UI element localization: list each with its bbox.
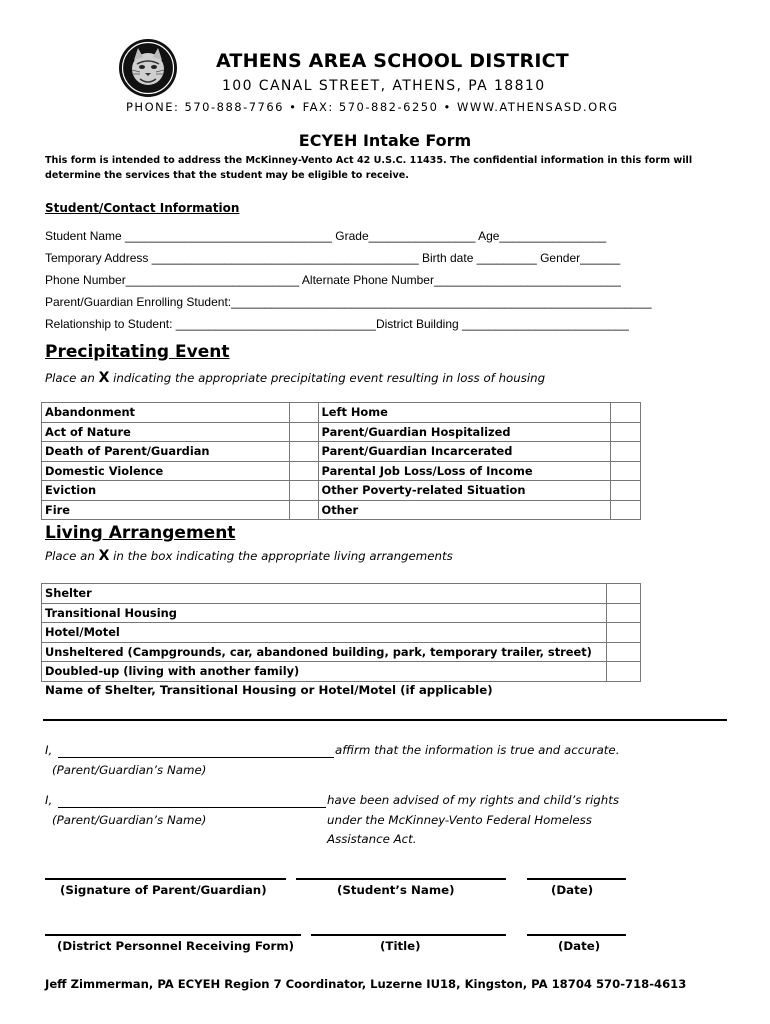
- precipitating-option-label: Act of Nature: [42, 422, 290, 442]
- affirm-sub-1: (Parent/Guardian’s Name): [52, 763, 207, 777]
- relationship-line[interactable]: Relationship to Student: ______________________________District Building _________________________: [45, 317, 629, 331]
- date-line-1[interactable]: [527, 878, 626, 880]
- date-label-2: (Date): [558, 939, 601, 953]
- signature-parent-line[interactable]: [45, 878, 286, 880]
- student-name-line[interactable]: Student Name _______________________________ Grade________________ Age________________: [45, 229, 607, 243]
- living-option-label: Hotel/Motel: [42, 623, 607, 643]
- precipitating-row: [42, 461, 641, 481]
- shelter-name-label: Name of Shelter, Transitional Housing or Hotel/Motel (if applicable): [45, 683, 493, 697]
- precipitating-option-label: Parent/Guardian Incarcerated: [318, 442, 611, 462]
- student-name-label: (Student’s Name): [337, 883, 455, 897]
- living-option-label: Transitional Housing: [42, 603, 607, 623]
- precipitating-checkbox[interactable]: [289, 481, 318, 501]
- precipitating-checkbox[interactable]: [289, 403, 318, 423]
- precipitating-checkbox[interactable]: [611, 481, 641, 501]
- precipitating-checkbox[interactable]: [611, 442, 641, 462]
- district-contact: PHONE: 570-888-7766 • FAX: 570-882-6250 • WWW.ATHENSASD.ORG: [126, 100, 619, 114]
- district-personnel-line[interactable]: [45, 934, 301, 936]
- district-name: ATHENS AREA SCHOOL DISTRICT: [216, 50, 569, 72]
- living-row: [42, 662, 641, 682]
- precipitating-option-label: Other Poverty-related Situation: [318, 481, 611, 501]
- district-address: 100 CANAL STREET, ATHENS, PA 18810: [222, 78, 546, 94]
- form-intro: This form is intended to address the McKinney-Vento Act 42 U.S.C. 11435. The confidential information in this form will determine the services that the student may be eligible to receive.: [45, 155, 693, 181]
- living-checkbox[interactable]: [607, 603, 641, 623]
- wildcat-logo-icon: [118, 38, 178, 98]
- precipitating-row: [42, 403, 641, 423]
- living-table: [41, 583, 641, 682]
- footer-coordinator: Jeff Zimmerman, PA ECYEH Region 7 Coordinator, Luzerne IU18, Kingston, PA 18704 570-718-4613: [45, 977, 687, 991]
- living-checkbox[interactable]: [607, 584, 641, 604]
- student-name-sign-line[interactable]: [296, 878, 506, 880]
- living-option-label: Unsheltered (Campgrounds, car, abandoned building, park, temporary trailer, street): [42, 642, 607, 662]
- living-option-label: Shelter: [42, 584, 607, 604]
- living-row: [42, 642, 641, 662]
- precipitating-option-label: Parental Job Loss/Loss of Income: [318, 461, 611, 481]
- parent-guardian-line[interactable]: Parent/Guardian Enrolling Student:_______________________________________________________________: [45, 295, 652, 309]
- affirm-i-2: I,: [45, 793, 53, 807]
- affirm-name-line-1[interactable]: [58, 757, 334, 758]
- precipitating-row: [42, 481, 641, 501]
- affirm-text-2b: under the McKinney-Vento Federal Homeless: [327, 813, 592, 827]
- living-row: [42, 623, 641, 643]
- date-line-2[interactable]: [527, 934, 626, 936]
- form-title: ECYEH Intake Form: [298, 131, 472, 150]
- living-checkbox[interactable]: [607, 623, 641, 643]
- precipitating-option-label: Abandonment: [42, 403, 290, 423]
- precipitating-checkbox[interactable]: [611, 461, 641, 481]
- affirm-text-1: affirm that the information is true and accurate.: [335, 743, 620, 757]
- precipitating-checkbox[interactable]: [611, 422, 641, 442]
- living-row: [42, 603, 641, 623]
- precipitating-option-label: Death of Parent/Guardian: [42, 442, 290, 462]
- date-label-1: (Date): [551, 883, 594, 897]
- living-row: [42, 584, 641, 604]
- title-line[interactable]: [311, 934, 506, 936]
- signature-parent-label: (Signature of Parent/Guardian): [60, 883, 267, 897]
- precipitating-checkbox[interactable]: [611, 500, 641, 520]
- precipitating-checkbox[interactable]: [289, 500, 318, 520]
- living-checkbox[interactable]: [607, 642, 641, 662]
- title-label: (Title): [380, 939, 421, 953]
- precipitating-row: [42, 422, 641, 442]
- precipitating-option-label: Other: [318, 500, 611, 520]
- living-heading: Living Arrangement: [45, 523, 236, 543]
- affirm-text-2c: Assistance Act.: [327, 832, 417, 846]
- district-personnel-label: (District Personnel Receiving Form): [57, 939, 295, 953]
- precipitating-option-label: Parent/Guardian Hospitalized: [318, 422, 611, 442]
- precipitating-row: [42, 500, 641, 520]
- affirm-text-2a: have been advised of my rights and child’s rights: [327, 793, 619, 807]
- precipitating-checkbox[interactable]: [611, 403, 641, 423]
- temporary-address-line[interactable]: Temporary Address ________________________________________ Birth date _________ Gender______: [45, 251, 621, 265]
- precipitating-option-label: Eviction: [42, 481, 290, 501]
- precipitating-option-label: Domestic Violence: [42, 461, 290, 481]
- shelter-name-line[interactable]: [43, 719, 727, 721]
- affirm-i-1: I,: [45, 743, 53, 757]
- precipitating-instructions: Place an X indicating the appropriate precipitating event resulting in loss of housing: [45, 370, 546, 386]
- precipitating-checkbox[interactable]: [289, 442, 318, 462]
- affirm-sub-2: (Parent/Guardian’s Name): [52, 813, 207, 827]
- precipitating-checkbox[interactable]: [289, 422, 318, 442]
- phone-number-line[interactable]: Phone Number__________________________ Alternate Phone Number____________________________: [45, 273, 621, 287]
- precipitating-option-label: Fire: [42, 500, 290, 520]
- precipitating-option-label: Left Home: [318, 403, 611, 423]
- precipitating-checkbox[interactable]: [289, 461, 318, 481]
- precipitating-heading: Precipitating Event: [45, 342, 230, 362]
- affirm-name-line-2[interactable]: [58, 807, 326, 808]
- precipitating-row: [42, 442, 641, 462]
- living-checkbox[interactable]: [607, 662, 641, 682]
- living-instructions: Place an X in the box indicating the appropriate living arrangements: [45, 548, 453, 564]
- living-option-label: Doubled-up (living with another family): [42, 662, 607, 682]
- precipitating-table: [41, 402, 641, 520]
- contact-section-heading: Student/Contact Information: [45, 201, 240, 215]
